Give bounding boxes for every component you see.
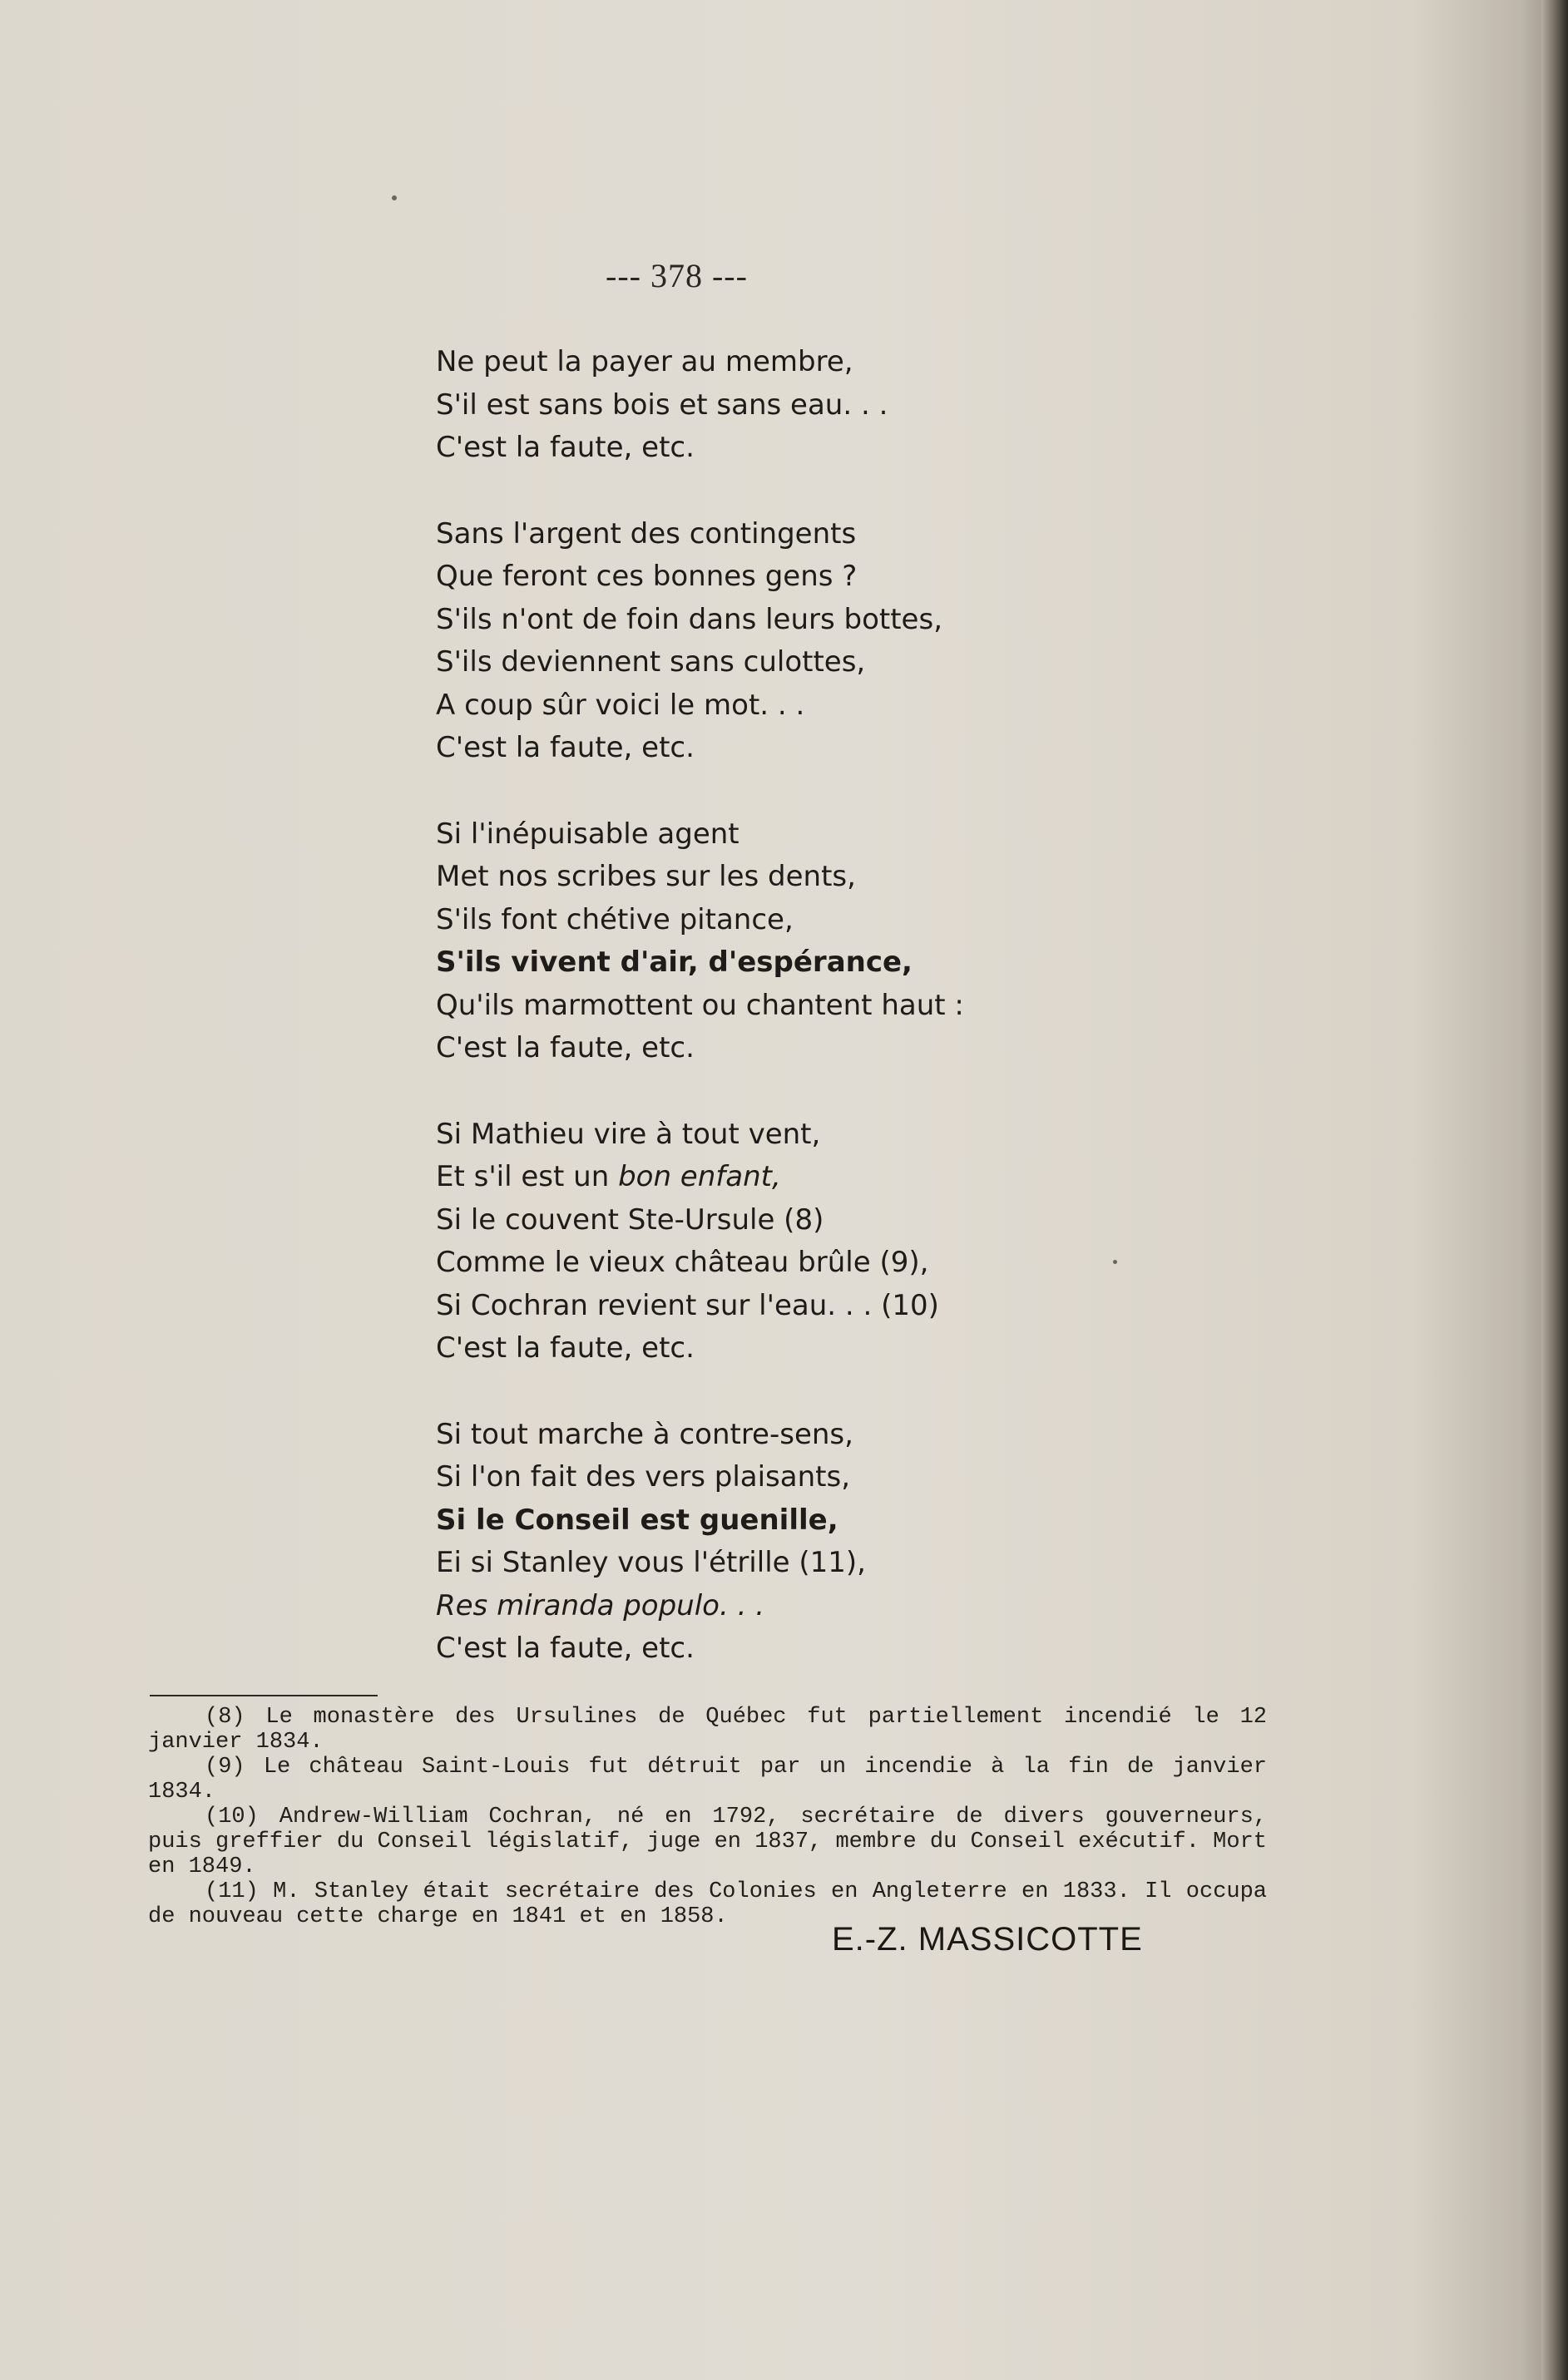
poem-line [436,1156,1185,1199]
poem-line: A coup sûr voici le mot. . . [436,688,805,722]
poem-line: Que feront ces bonnes gens ? [436,560,858,593]
stanza-1 [436,341,1185,470]
footnote-number: (9) [205,1755,245,1780]
poem-line: Qu'ils marmottent ou chantent haut : [436,988,964,1022]
footnote-divider [150,1695,378,1696]
poem-line: C'est la faute, etc. [436,1331,695,1365]
poem-line: C'est la faute, etc. [436,431,695,464]
footnote-text: Le monastère des Ursulines de Québec fut partiellement incendié le 12 janvier 1834. [148,1705,1268,1755]
poem-line: S'il est sans bois et sans eau. . . [436,388,888,422]
footnote-text: M. Stanley était secrétaire des Colonies en Angleterre en 1833. Il occupa de nouveau cette charge en 1841 et en 1858. [148,1879,1268,1929]
poem-line: Si le couvent Ste-Ursule (8) [436,1202,824,1237]
stanza-5 [436,1414,1185,1671]
stanza-2 [436,513,1185,770]
poem-line: Si Mathieu vire à tout vent, [436,1117,821,1151]
poem-line: Ne peut la payer au membre, [436,345,853,378]
poem-line: Comme le vieux château brûle (9), [436,1246,929,1279]
footnote-number: (11) [205,1879,259,1904]
footnote [148,1705,1267,1755]
poem-line: C'est la faute, etc. [436,1632,695,1665]
footnotes [148,1705,1267,1929]
footnote [148,1755,1267,1805]
poem-line: Met nos scribes sur les dents, [436,860,856,893]
stanza-4 [436,1113,1185,1370]
poem-line: Sans l'argent des contingents [436,516,857,551]
poem-line: C'est la faute, etc. [436,731,695,764]
poem-line: S'ils deviennent sans culottes, [436,645,866,679]
poem-line: Si l'inépuisable agent [436,817,739,851]
poem-line: Si le Conseil est guenille, [436,1503,838,1537]
page-number: --- 378 --- [606,257,748,294]
poem-line: Si Cochran revient sur l'eau. . . (10) [436,1288,939,1322]
poem-line: Si l'on fait des vers plaisants, [436,1460,850,1494]
footnote-text: Andrew-William Cochran, né en 1792, secrétaire de divers gouverneurs, puis greffier du Conseil législatif, juge en 1837, membre du Conseil exécutif. Mort en 1849. [148,1805,1268,1879]
footnote-number: (8) [205,1705,245,1730]
footnote-number: (10) [205,1805,259,1829]
author-signature: E.-Z. MASSICOTTE [832,1921,1143,1958]
poem-line: S'ils font chétive pitance, [436,902,794,936]
poem-line: Ei si Stanley vous l'étrille (11), [436,1546,866,1579]
poem-line: C'est la faute, etc. [436,1031,695,1064]
poem-line: S'ils vivent d'air, d'espérance, [436,946,913,979]
page-binding-edge [1541,0,1568,2380]
poem-line: S'ils n'ont de foin dans leurs bottes, [436,602,942,636]
poem [436,341,1185,1671]
poem-line: Res miranda populo. . . [436,1588,765,1622]
poem-line-italic: bon enfant, [618,1160,781,1193]
poem-line-text: Et s'il est un [436,1160,619,1193]
stanza-3 [436,813,1185,1070]
footnote-text: Le château Saint-Louis fut détruit par un incendie à la fin de janvier 1834. [148,1755,1267,1805]
ink-speck [392,195,397,200]
footnote [148,1805,1267,1879]
poem-line: Si tout marche à contre-sens, [436,1417,853,1451]
